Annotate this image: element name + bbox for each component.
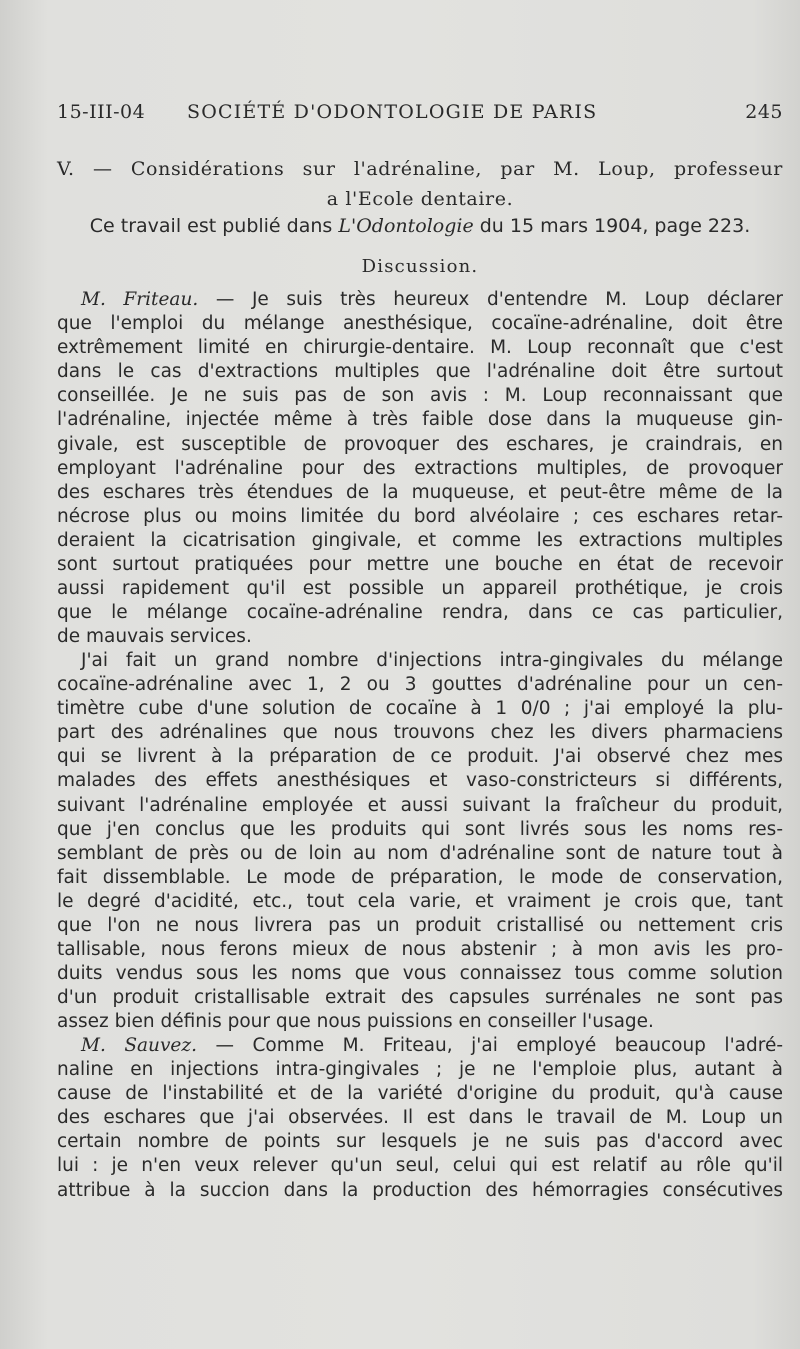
paragraph-line: certain nombre de points sur lesquels je ne suis pas d'accord avec bbox=[57, 1131, 783, 1153]
section-title-line-1: V. — Considérations sur l'adrénaline, par M. Loup, professeur bbox=[57, 158, 783, 180]
header-date: 15-III-04 bbox=[57, 101, 146, 123]
speaker-name: M. Friteau. bbox=[81, 289, 199, 310]
journal-name: L'Odontologie bbox=[338, 215, 474, 237]
paragraph-line: lui : je n'en veux relever qu'un seul, celui qui est relatif au rôle qu'il bbox=[57, 1155, 783, 1177]
paragraph-sauvez bbox=[57, 1034, 783, 1203]
paragraph-line: conseillée. Je ne suis pas de son avis : M. Loup reconnaissant que bbox=[57, 385, 783, 407]
paragraph-line: des eschares très étendues de la muqueuse, et peut-être même de la bbox=[57, 481, 783, 503]
page-number: 245 bbox=[745, 101, 783, 123]
paragraph-line: employant l'adrénaline pour des extractions multiples, de provoquer bbox=[57, 457, 783, 479]
paragraph-line: deraient la cicatrisation gingivale, et comme les extractions multiples bbox=[57, 529, 783, 551]
paragraph-line: suivant l'adrénaline employée et aussi suivant la fraîcheur du produit, bbox=[57, 794, 783, 816]
section-title-line-2: a l'Ecole dentaire. bbox=[326, 188, 514, 210]
paragraph-friteau bbox=[57, 288, 783, 649]
paragraph-line: cocaïne-adrénaline avec 1, 2 ou 3 gouttes d'adrénaline pour un cen- bbox=[57, 674, 783, 696]
paragraph-line: que l'on ne nous livrera pas un produit cristallisé ou nettement cris bbox=[57, 915, 783, 937]
paragraph-line: assez bien définis pour que nous puissions en conseiller l'usage. bbox=[57, 1011, 654, 1033]
paragraph-line: que j'en conclus que les produits qui sont livrés sous les noms res- bbox=[57, 818, 783, 840]
publication-note bbox=[57, 213, 783, 239]
paragraph-line: aussi rapidement qu'il est possible un appareil prothétique, je crois bbox=[57, 578, 783, 600]
speaker-name: M. Sauvez. bbox=[81, 1035, 197, 1056]
paragraph-line: nécrose plus ou moins limitée du bord alvéolaire ; ces eschares retar- bbox=[57, 505, 783, 527]
paragraph-line: de mauvais services. bbox=[57, 626, 252, 648]
paragraph-line: fait dissemblable. Le mode de préparation, le mode de conservation, bbox=[57, 866, 783, 888]
paragraph-line: le degré d'acidité, etc., tout cela varie, et vraiment je crois que, tant bbox=[57, 890, 783, 912]
paragraph-line: J'ai fait un grand nombre d'injections intra-gingivales du mélange bbox=[81, 650, 783, 671]
paragraph-line: givale, est susceptible de provoquer des eschares, je craindrais, en bbox=[57, 433, 783, 455]
paragraph-line: M. Sauvez. — Comme M. Friteau, j'ai employé beaucoup l'adré- bbox=[81, 1035, 783, 1056]
publication-prefix: Ce travail est publié dans bbox=[89, 215, 339, 237]
paragraph-line: semblant de près ou de loin au nom d'adrénaline sont de nature tout à bbox=[57, 842, 783, 864]
paragraph-line: M. Friteau. — Je suis très heureux d'entendre M. Loup déclarer bbox=[81, 289, 783, 310]
discussion-heading: Discussion. bbox=[361, 256, 479, 277]
running-header bbox=[57, 101, 783, 127]
paragraph-line: l'adrénaline, injectée même à très faible dose dans la muqueuse gin- bbox=[57, 409, 783, 431]
paragraph-line: sont surtout pratiquées pour mettre une bouche en état de recevoir bbox=[57, 554, 783, 576]
paragraph-line: attribue à la succion dans la production des hémorragies consécutives bbox=[57, 1179, 783, 1201]
header-society: SOCIÉTÉ D'ODONTOLOGIE DE PARIS bbox=[187, 101, 598, 123]
paragraph-line: duits vendus sous les noms que vous connaissez tous comme solution bbox=[57, 963, 783, 985]
paragraph-line: des eschares que j'ai observées. Il est dans le travail de M. Loup un bbox=[57, 1107, 783, 1129]
paragraph-line: dans le cas d'extractions multiples que l'adrénaline doit être surtout bbox=[57, 361, 783, 383]
paragraph-line: malades des effets anesthésiques et vaso-constricteurs si différents, bbox=[57, 770, 783, 792]
paragraph-line: que l'emploi du mélange anesthésique, cocaïne-adrénaline, doit être bbox=[57, 313, 783, 335]
publication-suffix: du 15 mars 1904, page 223. bbox=[473, 215, 751, 237]
paragraph-line: tallisable, nous ferons mieux de nous abstenir ; à mon avis les pro- bbox=[57, 939, 783, 961]
section-title bbox=[57, 156, 783, 212]
paragraph-line: cause de l'instabilité et de la variété d'origine du produit, qu'à cause bbox=[57, 1083, 783, 1105]
paragraph-line: qui se livrent à la préparation de ce produit. J'ai observé chez mes bbox=[57, 746, 783, 768]
paragraph-line: extrêmement limité en chirurgie-dentaire. M. Loup reconnaît que c'est bbox=[57, 337, 783, 359]
paragraph-line: d'un produit cristallisable extrait des capsules surrénales ne sont pas bbox=[57, 987, 783, 1009]
paragraph-line: que le mélange cocaïne-adrénaline rendra, dans ce cas particulier, bbox=[57, 602, 783, 624]
paragraph-line: timètre cube d'une solution de cocaïne à 1 0/0 ; j'ai employé la plu- bbox=[57, 698, 783, 720]
paragraph-line: part des adrénalines que nous trouvons chez les divers pharmaciens bbox=[57, 722, 783, 744]
paragraph-line: naline en injections intra-gingivales ; je ne l'emploie plus, autant à bbox=[57, 1059, 783, 1081]
paragraph-friteau-continued bbox=[57, 649, 783, 1035]
